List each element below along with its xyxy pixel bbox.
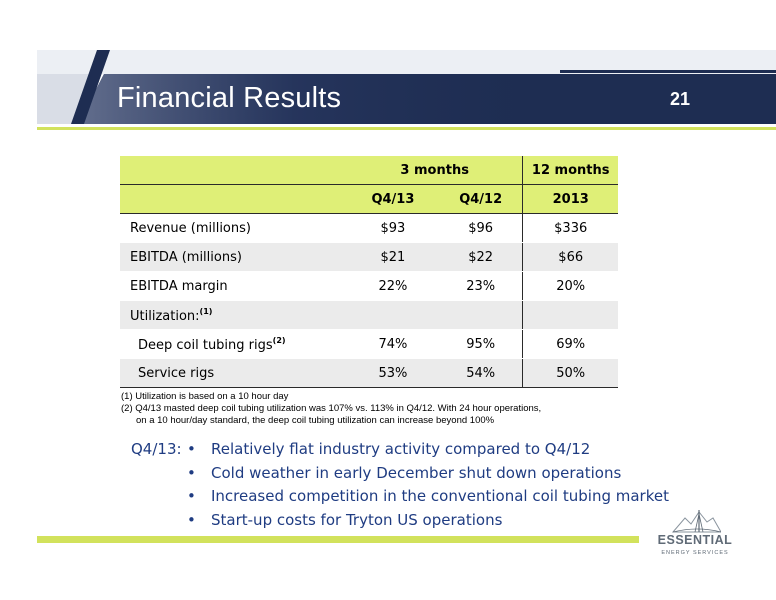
list-item — [187, 511, 669, 535]
bullet-marker: • — [187, 463, 196, 482]
cell-value: 20% — [523, 272, 618, 301]
row-label — [120, 301, 347, 330]
table-row — [120, 214, 618, 243]
group-header-12-months: 12 months — [523, 156, 618, 185]
bullet-text: Start-up costs for Tryton US operations — [211, 510, 503, 529]
cell-value: $336 — [523, 214, 618, 243]
bullet-marker: • — [187, 440, 196, 458]
cell-value: $96 — [439, 214, 523, 243]
row-label-text: Utilization: — [130, 308, 200, 324]
cell-value: $93 — [347, 214, 439, 243]
row-label: EBITDA (millions) — [120, 243, 347, 272]
table-corner-cell — [120, 185, 347, 214]
list-item — [187, 440, 669, 464]
bullet-text: Cold weather in early December shut down operations — [211, 463, 622, 482]
table-row — [120, 301, 618, 330]
column-header-q4-13: Q4/13 — [347, 185, 439, 214]
footnote-marker: (2) — [272, 335, 286, 345]
cell-value — [439, 301, 523, 330]
row-label-text: Deep coil tubing rigs — [138, 337, 273, 353]
period-label: Q4/13: — [131, 440, 182, 458]
logo-wordmark: ESSENTIAL — [657, 533, 733, 547]
row-label: Revenue (millions) — [120, 214, 347, 243]
cell-value: 50% — [523, 359, 618, 388]
page-number: 21 — [670, 89, 691, 109]
group-header-3-months: 3 months — [347, 156, 523, 185]
cell-value — [523, 301, 618, 330]
table-row — [120, 330, 618, 359]
cell-value — [347, 301, 439, 330]
cell-value: 23% — [439, 272, 523, 301]
page-title: Financial Results — [117, 82, 342, 114]
bullet-text: Relatively flat industry activity compared to Q4/12 — [211, 440, 591, 458]
table-row — [120, 272, 618, 301]
bullet-marker: • — [187, 510, 196, 529]
cell-value: $22 — [439, 243, 523, 272]
footnote-2: (2) Q4/13 masted deep coil tubing utilization was 107% vs. 113% in Q4/12. With 24 hour operations, — [121, 403, 542, 414]
cell-value: 54% — [439, 359, 523, 388]
cell-value: $21 — [347, 243, 439, 272]
column-header-2013: 2013 — [523, 185, 618, 214]
table-group-header-row — [120, 156, 618, 185]
company-logo — [651, 508, 751, 568]
cell-value: 95% — [439, 330, 523, 359]
table-row — [120, 243, 618, 272]
bullet-marker: • — [187, 487, 196, 505]
row-label: EBITDA margin — [120, 272, 347, 301]
footer-accent-line — [37, 536, 639, 543]
table-column-header-row — [120, 185, 618, 214]
cell-value: $66 — [523, 243, 618, 272]
column-header-q4-12: Q4/12 — [439, 185, 523, 214]
cell-value: 74% — [347, 330, 439, 359]
cell-value: 69% — [523, 330, 618, 359]
row-label — [120, 330, 347, 359]
list-item — [187, 487, 669, 511]
table-row — [120, 359, 618, 388]
cell-value: 22% — [347, 272, 439, 301]
mountain-rig-icon — [671, 508, 721, 534]
footnote-2-continued: on a 10 hour/day standard, the deep coil tubing utilization can increase beyond 100% — [136, 415, 495, 426]
cell-value: 53% — [347, 359, 439, 388]
table-corner-cell — [120, 156, 347, 185]
list-item — [187, 464, 669, 488]
row-label: Service rigs — [120, 359, 347, 388]
financial-table — [120, 156, 618, 388]
header-banner — [0, 0, 776, 135]
footnote-marker: (1) — [199, 306, 213, 316]
logo-tagline: ENERGY SERVICES — [661, 550, 729, 556]
bullet-text: Increased competition in the conventional coil tubing market — [211, 487, 669, 505]
footnote-1: (1) Utilization is based on a 10 hour day — [121, 391, 289, 402]
summary-bullet-list — [187, 440, 669, 534]
footnotes — [121, 391, 641, 427]
